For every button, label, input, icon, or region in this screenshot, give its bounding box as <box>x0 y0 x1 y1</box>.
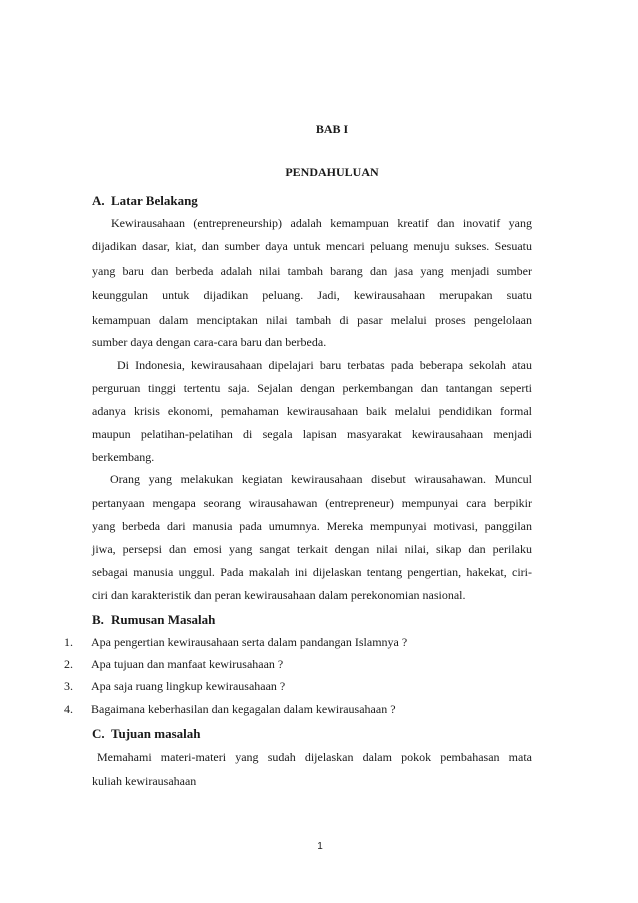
paragraph-line: ciri dan karakteristik dan peran kewirausahaan dalam perekonomian nasional. <box>92 588 466 602</box>
paragraph-line: maupun pelatihan-pelatihan di segala lapisan masyarakat kewirausahaan menjadi <box>92 427 532 441</box>
section-a-heading <box>92 193 198 209</box>
paragraph-line: kemampuan dalam menciptakan nilai tambah di pasar melalui proses pengelolaan <box>92 313 532 327</box>
page-title: PENDAHULUAN <box>285 165 379 179</box>
section-c-label: C. <box>92 726 105 741</box>
paragraph-line: kuliah kewirausahaan <box>92 774 197 788</box>
paragraph-line: Orang yang melakukan kegiatan kewirausahaan disebut wirausahawan. Muncul <box>110 472 532 486</box>
paragraph-line: Di Indonesia, kewirausahaan dipelajari baru terbatas pada beberapa sekolah atau <box>117 358 532 372</box>
list-item-number: 2. <box>64 657 73 671</box>
section-b-label: B. <box>92 612 104 627</box>
paragraph-line: sebagai manusia unggul. Pada makalah ini dijelaskan tentang pengertian, hakekat, ciri- <box>92 565 532 579</box>
list-item-text: Apa pengertian kewirausahaan serta dalam pandangan Islamnya ? <box>91 635 408 649</box>
list-item <box>64 702 396 717</box>
list-item <box>64 657 283 672</box>
section-b-title: Rumusan Masalah <box>111 612 216 627</box>
paragraph-line: berkembang. <box>92 450 155 464</box>
paragraph-line: jiwa, persepsi dan emosi yang sangat terkait dengan nilai nilai, sikap dan perilaku <box>92 542 532 556</box>
paragraph-line: yang baru dan berbeda adalah nilai tambah barang dan jasa yang menjadi sumber <box>92 264 532 278</box>
chapter-heading: BAB I <box>315 122 349 136</box>
paragraph-line: sumber daya dengan cara-cara baru dan berbeda. <box>92 335 327 349</box>
paragraph-line: pertanyaan mengapa seorang wirausahawan (entrepreneur) mempunyai cara berpikir <box>92 496 532 510</box>
paragraph-line: yang berbeda dari manusia pada umumnya. Mereka mempunyai motivasi, panggilan <box>92 519 532 533</box>
list-item-number: 4. <box>64 702 73 716</box>
list-item <box>64 679 285 694</box>
section-a-label: A. <box>92 193 105 208</box>
list-item-number: 1. <box>64 635 73 649</box>
section-a-title: Latar Belakang <box>111 193 198 208</box>
list-item-text: Apa tujuan dan manfaat kewirusahaan ? <box>91 657 284 671</box>
page-number: 1 <box>317 841 323 852</box>
paragraph-line: Kewirausahaan (entrepreneurship) adalah kemampuan kreatif dan inovatif yang <box>111 216 532 230</box>
section-b-heading <box>92 612 215 628</box>
list-item-text: Apa saja ruang lingkup kewirausahaan ? <box>91 679 286 693</box>
paragraph-line: dijadikan dasar, kiat, dan sumber daya untuk mencari peluang menuju sukses. Sesuatu <box>92 239 532 253</box>
list-item-text: Bagaimana keberhasilan dan kegagalan dalam kewirausahaan ? <box>91 702 396 716</box>
paragraph-line: perguruan tinggi tertentu saja. Sejalan dengan perkembangan dan tantangan seperti <box>92 381 532 395</box>
paragraph-line: keunggulan untuk dijadikan peluang. Jadi, kewirausahaan merupakan suatu <box>92 288 532 302</box>
paragraph-line: adanya krisis ekonomi, pemahaman kewirausahaan baik melalui pendidikan formal <box>92 404 532 418</box>
paragraph-line: Memahami materi-materi yang sudah dijelaskan dalam pokok pembahasan mata <box>97 750 532 764</box>
section-c-title: Tujuan masalah <box>111 726 201 741</box>
section-c-heading <box>92 726 200 742</box>
list-item <box>64 635 407 650</box>
list-item-number: 3. <box>64 679 73 693</box>
